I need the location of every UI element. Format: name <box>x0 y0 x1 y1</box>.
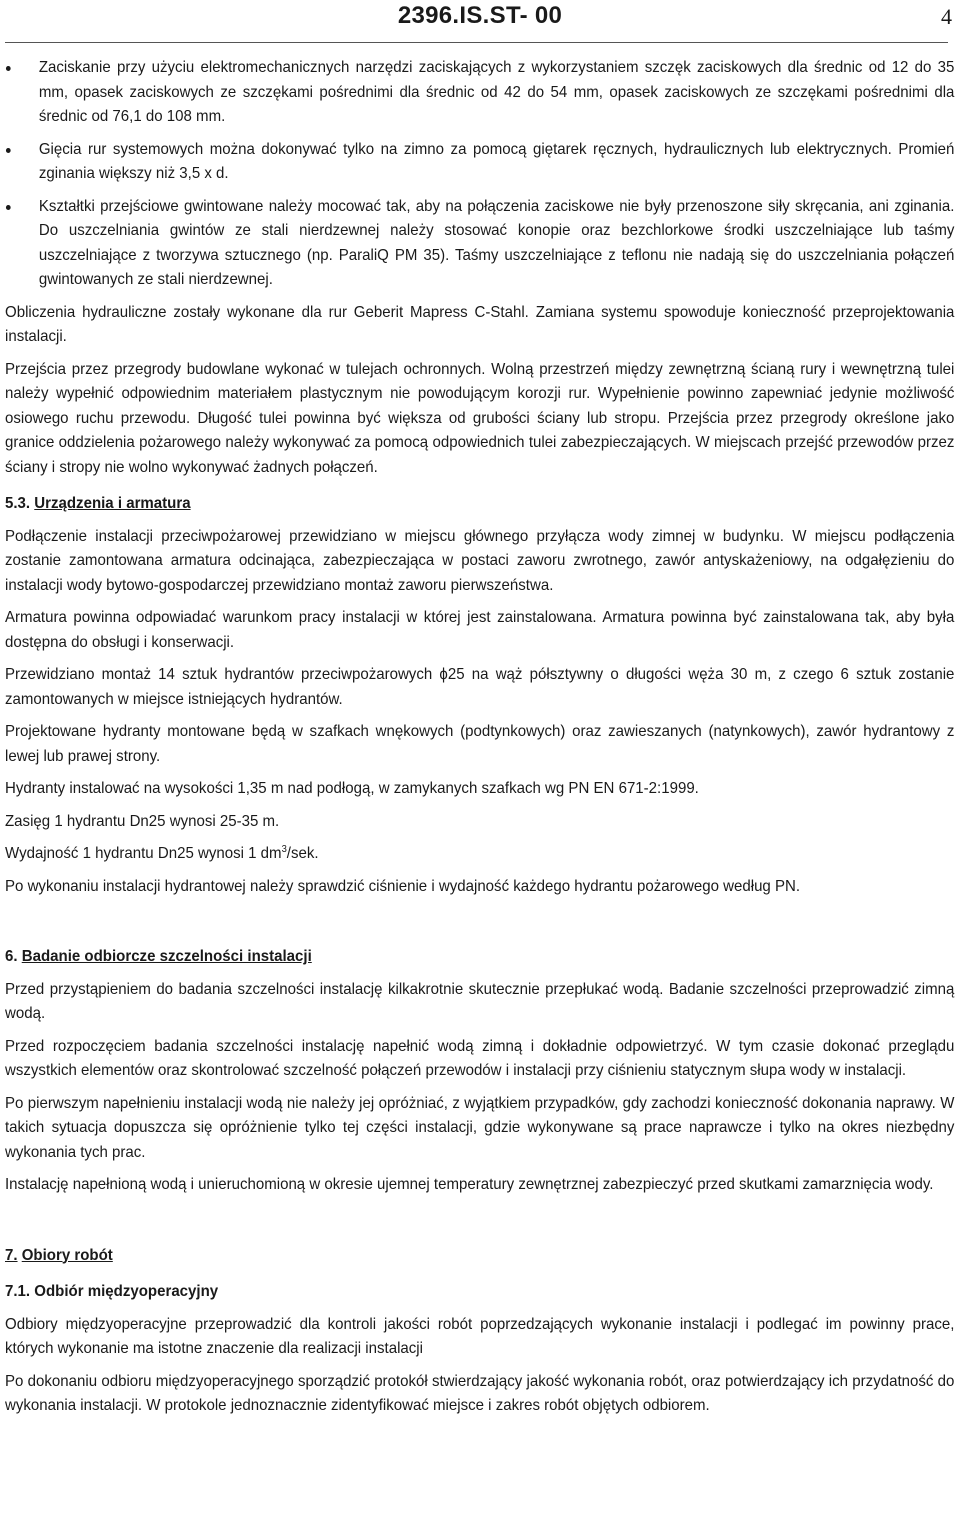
paragraph: Przejścia przez przegrody budowlane wykonać w tulejach ochronnych. Wolną przestrzeń między zewnętrzną ścianą rury i wewnętrzną tulei należy wypełnić odpowiednim materiałem plastycznym nie powodującym korozji rur. Wypełnienie powinno zapewniać jedynie możliwość osiowego ruchu przewodu. Długość tulei powinna być większa od grubości ściany lub stropu. Przejścia przez przegrody określone jako granice oddzielenia pożarowego należy wykonywać za pomocą odpowiednich tulei zabezpieczających. W miejscach przejść przewodów przez ściany i stropy nie wolno wykonywać żadnych połączeń. <box>5 360 955 476</box>
section-title: Obiory robót <box>21 1246 113 1264</box>
paragraph: Hydranty instalować na wysokości 1,35 m nad podłogą, w zamykanych szafkach wg PN EN 671-2:1999. <box>5 780 699 797</box>
paragraph: Zasięg 1 hydrantu Dn25 wynosi 25-35 m. <box>5 812 280 830</box>
spacer <box>5 907 898 933</box>
bullet-icon <box>6 66 11 71</box>
paragraph: Po pierwszym napełnieniu instalacji wodą nie należy jej opróżniać, z wyjątkiem przypadków, gdy zachodzi konieczność dokonania naprawy. W takich sytuacja dopuszcza się opróżnienie tylko tej części instalacji, gdzie wykonywane są prace naprawcze i tylko na okres niezbędny wykonania tych prac. <box>5 1094 955 1161</box>
paragraph: Po wykonaniu instalacji hydrantowej należy sprawdzić ciśnienie i wydajność każdego hydrantu pożarowego według PN. <box>5 877 801 895</box>
section-title: Urządzenia i armatura <box>34 495 191 512</box>
section-heading-7 <box>5 1244 898 1269</box>
spacer <box>5 1206 898 1232</box>
bullet-text: Kształtki przejściowe gwintowane należy mocować tak, aby na połączenia zaciskowe nie były przenoszone siły skręcania, ani zginania. Do uszczelniania gwintów ze stali nierdzewnej należy stosować konopie oraz bezchlorkowe środki uszczelniające lub taśmy uszczelniające z tworzywa sztucznego (np. ParaliQ PM 35). Taśmy uszczelniające z teflonu nie nadają się do uszczelniania połączeń gwintowanych ze stali nierdzewnej. <box>38 197 955 288</box>
bullet-item <box>5 195 954 293</box>
section-title: Odbiór międzyoperacyjny <box>34 1283 219 1300</box>
bullet-item <box>5 138 954 187</box>
header-divider <box>5 42 948 43</box>
section-number: 6. <box>5 948 18 965</box>
bullet-item <box>5 56 954 130</box>
document-code: 2396.IS.ST- 00 <box>397 2 563 29</box>
page-number: 4 <box>941 4 952 29</box>
bullet-list <box>5 56 954 293</box>
section-number: 5.3. <box>5 495 31 512</box>
bullet-text: Zaciskanie przy użyciu elektromechanicznych narzędzi zaciskających z wykorzystaniem szczęk zaciskowych dla średnic od 12 do 35 mm, opasek zaciskowych ze szczękami pośrednimi dla średnic od 42 do 54 mm, opasek zaciskowych ze szczękami pośrednimi dla średnic od 76,1 do 108 mm. <box>38 59 955 125</box>
document-body <box>5 56 955 1427</box>
paragraph: Armatura powinna odpowiadać warunkom pracy instalacji w której jest zainstalowana. Armatura powinna być zainstalowana tak, aby była dostępna do obsługi i konserwacji. <box>5 609 955 651</box>
bullet-text: Gięcia rur systemowych można dokonywać tylko na zimno za pomocą giętarek ręcznych, hydraulicznych lub elektrycznych. Promień zginania większy niż 3,5 x d. <box>38 140 955 182</box>
paragraph: Przewidziano montaż 14 sztuk hydrantów przeciwpożarowych ϕ25 na wąż półsztywny o długości węża 30 m, z czego 6 sztuk zostanie zamontowanych w miejsce istniejących hydrantów. <box>5 666 955 708</box>
paragraph: Po dokonaniu odbioru międzyoperacyjnego sporządzić protokół stwierdzający jakość wykonania robót, oraz potwierdzający ich przydatność do wykonania instalacji. W protokole jednoznacznie zidentyfikować miejsce i zakres robót objętych odbiorem. <box>5 1372 955 1414</box>
bullet-icon <box>6 148 11 153</box>
flow-unit-exponent: 3 <box>281 844 287 855</box>
paragraph: Przed rozpoczęciem badania szczelności instalację napełnić wodą zimną i dokładnie odpowietrzyć. W tym czasie dokonać przeglądu wszystkich elementów oraz skontrolować szczelność połączeń przewodów i instalacji przy ciśnieniu statycznym słupa wody w instalacji. <box>5 1037 955 1079</box>
section-title: Badanie odbiorcze szczelności instalacji <box>21 948 312 965</box>
section-number: 7.1. <box>5 1283 31 1300</box>
paragraph: Obliczenia hydrauliczne zostały wykonane dla rur Geberit Mapress C-Stahl. Zamiana systemu spowoduje konieczność przeprojektowania instalacji. <box>5 303 955 345</box>
paragraph: Odbiory międzyoperacyjne przeprowadzić dla kontroli jakości robót poprzedzających wykonanie instalacji i podlegać im powinny prace, których wykonanie ma istotne znaczenie dla realizacji instalacji <box>5 1315 955 1357</box>
flow-text: Wydajność 1 hydrantu Dn25 wynosi 1 dm <box>5 845 282 862</box>
paragraph: Instalację napełnioną wodą i unieruchomioną w okresie ujemnej temperatury zewnętrznej zabezpieczyć przed skutkami zamarznięcia wody. <box>5 1176 934 1193</box>
section-heading-6 <box>5 945 898 970</box>
section-heading-7-1 <box>5 1280 898 1305</box>
paragraph: Projektowane hydranty montowane będą w szafkach wnękowych (podtynkowych) oraz zawieszanych (natynkowych), zawór hydrantowy z lewej lub prawej strony. <box>5 723 955 765</box>
paragraph: Podłączenie instalacji przeciwpożarowej przewidziano w miejscu głównego przyłącza wody zimnej w budynku. W miejscu podłączenia zostanie zamontowana armatura odcinająca, zabezpieczająca w postaci zaworu zwrotnego, zawór antyskażeniowy, na odgałęzieniu do instalacji wody bytowo-gospodarczej przewidziano montaż zaworu pierwszeństwa. <box>5 527 955 594</box>
paragraph: Przed przystąpieniem do badania szczelności instalację kilkakrotnie skutecznie przepłukać wodą. Badanie szczelności przeprowadzić zimną wodą. <box>5 980 955 1022</box>
section-heading-5-3 <box>5 492 898 517</box>
flow-paragraph <box>5 842 954 867</box>
flow-unit-suffix: /sek. <box>286 845 319 862</box>
bullet-icon <box>6 205 11 210</box>
section-number: 7. <box>5 1246 18 1264</box>
